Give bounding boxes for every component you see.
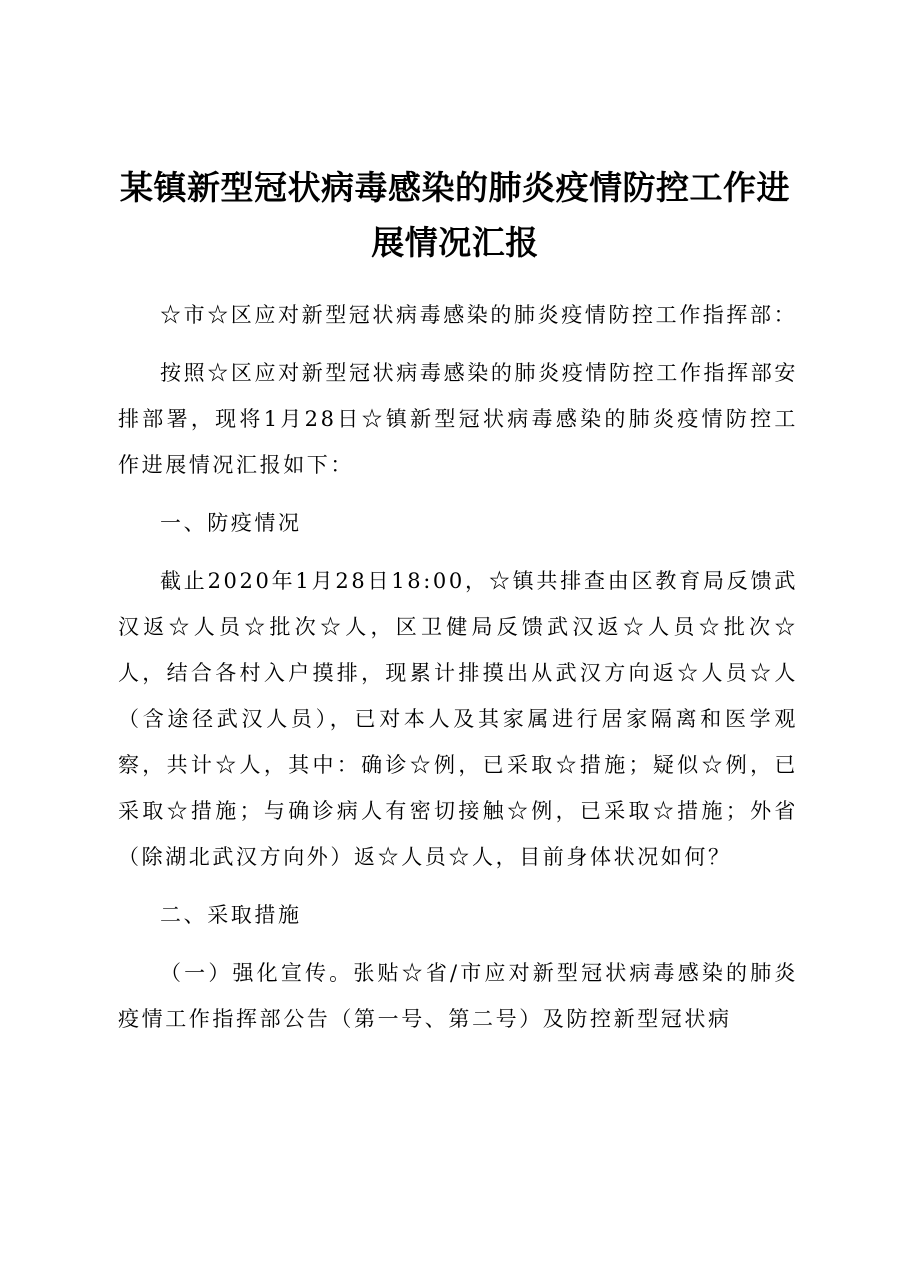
salutation-paragraph: ☆市☆区应对新型冠状病毒感染的肺炎疫情防控工作指挥部： xyxy=(160,303,798,327)
intro-paragraph: 按照☆区应对新型冠状病毒感染的肺炎疫情防控工作指挥部安排部署，现将1月28日☆镇新型冠状病毒感染的肺炎疫情防控工作进展情况汇报如下： xyxy=(118,361,798,477)
document-body xyxy=(118,292,798,1054)
measures-paragraph: （一）强化宣传。张贴☆省/市应对新型冠状病毒感染的肺炎疫情工作指挥部公告（第一号、第二号）及防控新型冠状病 xyxy=(118,961,798,1031)
section-heading-measures: 二、采取措施 xyxy=(160,903,302,927)
section-heading-epidemic: 一、防疫情况 xyxy=(160,511,302,535)
epidemic-status-paragraph: 截止2020年1月28日18:00，☆镇共排查由区教育局反馈武汉返☆人员☆批次☆人，区卫健局反馈武汉返☆人员☆批次☆人，结合各村入户摸排，现累计排摸出从武汉方向返☆人员☆人（含途径武汉人员），已对本人及其家属进行居家隔离和医学观察，共计☆人，其中：确诊☆例，已采取☆措施；疑似☆例，已采取☆措施；与确诊病人有密切接触☆例，已采取☆措施；外省（除湖北武汉方向外）返☆人员☆人，目前身体状况如何？ xyxy=(118,569,798,869)
document-title: 某镇新型冠状病毒感染的肺炎疫情防控工作进展情况汇报 xyxy=(120,168,790,262)
